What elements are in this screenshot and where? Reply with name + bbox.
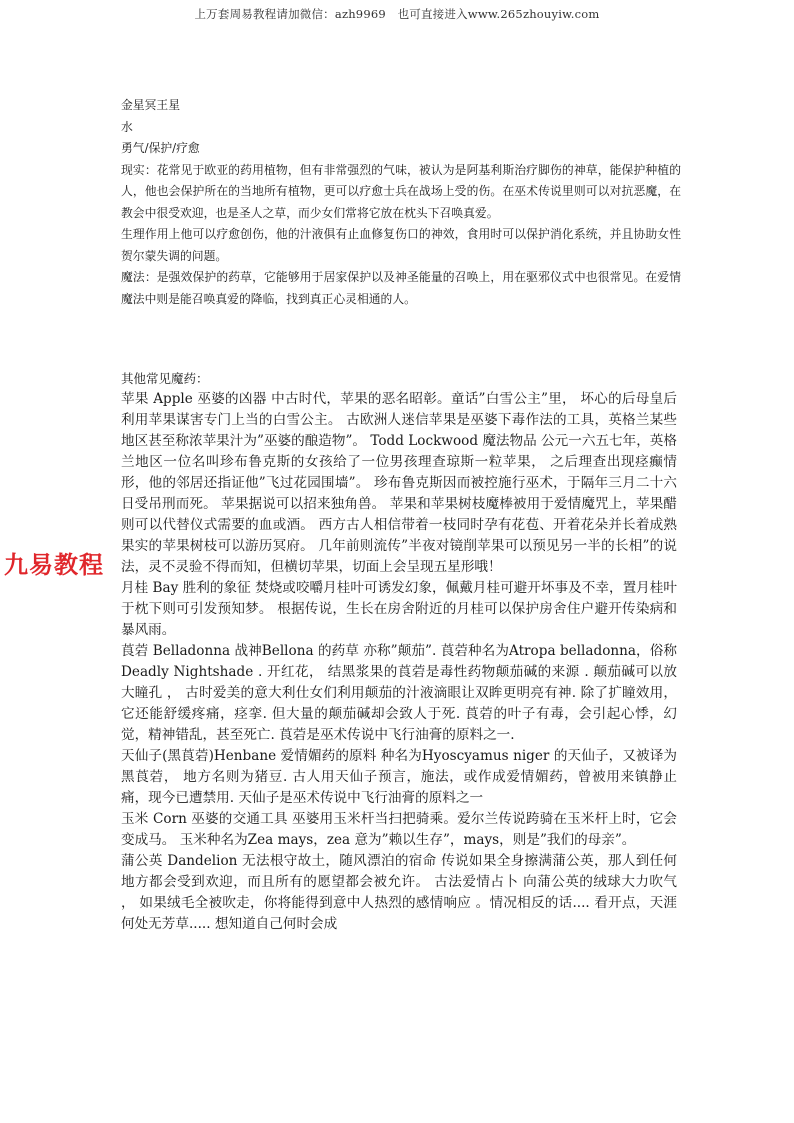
reality-paragraph: 现实：花常见于欧亚的药用植物，但有非常强烈的气味，被认为是阿基利斯治疗脚伤的神草，能保护种植的人，他也会保护所在的当地所有植物，更可以疗愈士兵在战场上受的伤。在巫术传说里则可以对抗恶魔，在教会中很受欢迎，也是圣人之草，而少女们常将它放在枕头下召唤真爱。 xyxy=(121,162,681,220)
watermark-logo: 九易教程 xyxy=(4,551,104,579)
entry-corn: 玉米 Corn 巫婆的交通工具 巫婆用玉米杆当扫把骑乘。爱尔兰传说跨骑在玉米杆上时，它会变成马。 玉米种名为Zea mays，zea 意为”赖以生存”，mays，则是”我们的母亲”。 xyxy=(121,811,677,848)
entry-apple: 苹果 Apple 巫婆的凶器 中古时代，苹果的恶名昭彰。童话”白雪公主”里， 坏心的后母皇后利用苹果谋害专门上当的白雪公主。 古欧洲人迷信苹果是巫婆下毒作法的工具，英格兰某些地区甚至称浓苹果汁为”巫婆的酿造物”。 Todd Lockwood 魔法物品 公元一六五七年，英格兰地区一位名叫珍布鲁克斯的女孩给了一位男孩理查琼斯一粒苹果， 之后理查出现痉癫情形，他的邻居还指证他”飞过花园围墙”。 珍布鲁克斯因而被控施行巫术，于隔年三月二十六日受吊刑而死。 苹果据说可以招来独角兽。 苹果和苹果树枝魔棒被用于爱情魔咒上，苹果醋则可以代替仪式需要的血或酒。 西方古人相信带着一枝同时孕有花苞、开着花朵并长着成熟果实的苹果树枝可以游历冥府。 几年前则流传”半夜对镜削苹果可以预见另一半的长相”的说法，灵不灵验不得而知，但横切苹果，切面上会呈现五星形哦！ xyxy=(121,391,677,575)
page-header: 上万套周易教程请加微信：azh9969 也可直接进入www.265zhouyiw.com xyxy=(194,7,600,21)
powers-line: 勇气/保护/疗愈 xyxy=(121,141,200,155)
entry-dandelion: 蒲公英 Dandelion 无法根守故土，随风漂泊的宿命 传说如果全身擦满蒲公英，那人到任何地方都会受到欢迎，而且所有的愿望都会被允许。 古法爱情占卜 向蒲公英的绒球大力吹气 ， 如果绒毛全被吹走，你将能得到意中人热烈的感情响应 。情况相反的话.... 看开点，天涯何处无芳草..... 想知道自己何时会成 xyxy=(121,853,677,932)
intro-section xyxy=(121,95,681,310)
entry-belladonna: 莨菪 Belladonna 战神Bellona 的药草 亦称”颠茄”. 莨菪种名为Atropa belladonna，俗称Deadly Nightshade . 开红花， 结黑浆果的莨菪是毒性药物颠茄碱的来源 . 颠茄碱可以放大瞳孔 ， 古时爱美的意大利仕女们利用颠茄的汁液滴眼让双眸更明亮有神. 除了扩瞳效用， 它还能舒缓疼痛，痉挛. 但大量的颠茄碱却会致人于死. 莨菪的叶子有毒，会引起心悸，幻觉，精神错乱，甚至死亡. 莨菪是巫术传说中飞行油膏的原料之一. xyxy=(121,643,677,743)
section-heading: 其他常见魔药： xyxy=(121,371,209,386)
element-line: 水 xyxy=(121,119,133,134)
magic-paragraph: 魔法：是强效保护的药草，它能够用于居家保护以及神圣能量的召唤上，用在驱邪仪式中也很常见。在爱情魔法中则是能召唤真爱的降临，找到真正心灵相通的人。 xyxy=(121,270,681,306)
physiology-paragraph: 生理作用上他可以疗愈创伤，他的汁液俱有止血修复伤口的神效，食用时可以保护消化系统，并且协助女性贺尔蒙失调的问题。 xyxy=(121,227,681,263)
entry-henbane: 天仙子(黑莨菪)Henbane 爱情媚药的原料 种名为Hyoscyamus niger 的天仙子，又被译为黑莨菪， 地方名则为猪豆. 古人用天仙子预言，施法，或作成爱情媚药，曾被用来镇静止痛，现今已遭禁用. 天仙子是巫术传说中飞行油膏的原料之一 xyxy=(121,748,677,806)
entry-bay: 月桂 Bay 胜利的象征 焚烧或咬嚼月桂叶可诱发幻象，佩戴月桂可避开坏事及不幸，置月桂叶于枕下则可引发预知梦。 根据传说，生长在房舍附近的月桂可以保护房舍住户避开传染病和暴风雨。 xyxy=(121,580,677,638)
planets-line: 金星冥王星 xyxy=(121,98,180,112)
herb-list-section xyxy=(121,368,677,935)
